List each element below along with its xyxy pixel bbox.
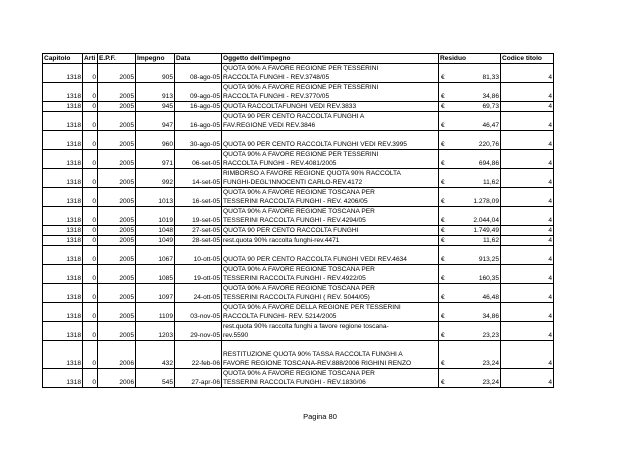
cell-codice-titolo: 4 xyxy=(501,169,554,188)
cell-residuo xyxy=(439,112,501,131)
oggetto-line: QUOTA 90% A FAVORE REGIONE PER TESSERINI xyxy=(223,65,379,72)
impegni-table xyxy=(42,53,554,388)
oggetto-line: QUOTA 90 PER CENTO RACCOLTA FUNGHI xyxy=(223,227,359,234)
cell-codice-titolo: 4 xyxy=(501,246,554,265)
cell-epf: 2005 xyxy=(98,83,136,102)
table-row xyxy=(43,236,554,246)
oggetto-line: QUOTA 90% A FAVORE REGIONE TOSCANA PER xyxy=(223,189,375,196)
cell-codice-titolo: 4 xyxy=(501,303,554,322)
cell-oggetto xyxy=(222,341,439,369)
currency-symbol: € xyxy=(441,74,445,81)
oggetto-line: QUOTA 90% A FAVORE DELLA REGIONE PER TESSERINI xyxy=(223,304,401,311)
cell-epf: 2005 xyxy=(98,64,136,83)
cell-impegno: 1048 xyxy=(136,226,175,236)
cell-codice-titolo: 4 xyxy=(501,150,554,169)
header-codice-titolo: Codice titolo xyxy=(501,54,554,64)
cell-impegno: 947 xyxy=(136,112,175,131)
table-row xyxy=(43,246,554,265)
header-capitolo: Capitolo xyxy=(43,54,83,64)
residuo-value: 23,23 xyxy=(482,332,499,339)
cell-capitolo: 1318 xyxy=(43,131,83,150)
cell-data: 30-ago-05 xyxy=(175,131,222,150)
oggetto-line: QUOTA 90 PER CENTO RACCOLTA FUNGHI VEDI REV.4634 xyxy=(223,256,407,263)
cell-impegno: 960 xyxy=(136,131,175,150)
residuo-value: 46,48 xyxy=(482,294,499,301)
cell-epf: 2005 xyxy=(98,226,136,236)
oggetto-line: rest.quota 90% raccolta funghi-rev.4471 xyxy=(223,237,340,244)
oggetto-line: TESSERINI RACCOLTA FUNGHI ( REV. 5044/05) xyxy=(223,294,370,301)
cell-codice-titolo: 4 xyxy=(501,102,554,112)
currency-symbol: € xyxy=(441,360,445,367)
residuo-value: 913,25 xyxy=(478,256,499,263)
oggetto-line: RESTITUZIONE QUOTA 90% TASSA RACCOLTA FUNGHI A xyxy=(223,351,403,358)
cell-epf: 2005 xyxy=(98,112,136,131)
cell-articolo: 0 xyxy=(83,64,98,83)
currency-symbol: € xyxy=(441,122,445,129)
table-row xyxy=(43,322,554,341)
cell-residuo xyxy=(439,265,501,284)
header-epf: E.P.F. xyxy=(98,54,136,64)
cell-articolo: 0 xyxy=(83,207,98,226)
cell-data: 27-apr-06 xyxy=(175,369,222,388)
cell-residuo xyxy=(439,207,501,226)
oggetto-line: QUOTA 90% A FAVORE REGIONE PER TESSERINI xyxy=(223,84,379,91)
table-row xyxy=(43,64,554,83)
cell-articolo: 0 xyxy=(83,150,98,169)
cell-capitolo: 1318 xyxy=(43,265,83,284)
cell-capitolo: 1318 xyxy=(43,284,83,303)
cell-data: 09-ago-05 xyxy=(175,83,222,102)
cell-residuo xyxy=(439,102,501,112)
cell-epf: 2005 xyxy=(98,236,136,246)
cell-epf: 2005 xyxy=(98,303,136,322)
residuo-value: 2.044,04 xyxy=(473,217,499,224)
cell-capitolo: 1318 xyxy=(43,322,83,341)
cell-articolo: 0 xyxy=(83,265,98,284)
cell-capitolo: 1318 xyxy=(43,102,83,112)
oggetto-line: TESSERINI RACCOLTA FUNGHI - REV.4294/05 xyxy=(223,217,366,224)
cell-impegno: 1049 xyxy=(136,236,175,246)
table-row xyxy=(43,188,554,207)
residuo-value: 220,76 xyxy=(478,141,499,148)
cell-oggetto xyxy=(222,265,439,284)
residuo-value: 34,86 xyxy=(482,313,499,320)
oggetto-line: RACCOLTA FUNGHI- REV. 5214/2005 xyxy=(223,313,337,320)
cell-capitolo: 1318 xyxy=(43,169,83,188)
cell-data: 06-set-05 xyxy=(175,150,222,169)
residuo-value: 11,62 xyxy=(482,237,499,244)
table-row xyxy=(43,169,554,188)
cell-articolo: 0 xyxy=(83,83,98,102)
oggetto-line: QUOTA 90% A FAVORE REGIONE PER TESSERINI xyxy=(223,151,379,158)
header-residuo: Residuo xyxy=(439,54,501,64)
cell-codice-titolo: 4 xyxy=(501,226,554,236)
cell-residuo xyxy=(439,369,501,388)
cell-impegno: 432 xyxy=(136,341,175,369)
cell-capitolo: 1318 xyxy=(43,303,83,322)
cell-capitolo: 1318 xyxy=(43,369,83,388)
cell-impegno: 1067 xyxy=(136,246,175,265)
residuo-value: 160,35 xyxy=(478,275,499,282)
header-row xyxy=(43,54,554,64)
currency-symbol: € xyxy=(441,227,445,234)
residuo-value: 23,24 xyxy=(482,379,499,386)
table-row xyxy=(43,341,554,369)
cell-oggetto xyxy=(222,83,439,102)
oggetto-line: QUOTA 90% A FAVORE REGIONE TOSCANA PER xyxy=(223,285,375,292)
cell-residuo xyxy=(439,188,501,207)
cell-residuo xyxy=(439,303,501,322)
cell-data: 24-ott-05 xyxy=(175,284,222,303)
currency-symbol: € xyxy=(441,379,445,386)
cell-impegno: 945 xyxy=(136,102,175,112)
currency-symbol: € xyxy=(441,275,445,282)
cell-epf: 2005 xyxy=(98,246,136,265)
residuo-value: 1.749,49 xyxy=(473,227,499,234)
cell-residuo xyxy=(439,322,501,341)
currency-symbol: € xyxy=(441,141,445,148)
cell-impegno: 1013 xyxy=(136,188,175,207)
residuo-value: 34,86 xyxy=(482,93,499,100)
cell-impegno: 1097 xyxy=(136,284,175,303)
cell-oggetto xyxy=(222,226,439,236)
cell-oggetto xyxy=(222,131,439,150)
currency-symbol: € xyxy=(441,93,445,100)
cell-oggetto xyxy=(222,236,439,246)
cell-epf: 2005 xyxy=(98,169,136,188)
cell-codice-titolo: 4 xyxy=(501,369,554,388)
oggetto-line: TESSERINI RACCOLTA FUNGHI - REV. 4206/05 xyxy=(223,198,368,205)
cell-articolo: 0 xyxy=(83,341,98,369)
cell-codice-titolo: 4 xyxy=(501,112,554,131)
residuo-value: 23,24 xyxy=(482,360,499,367)
cell-impegno: 545 xyxy=(136,369,175,388)
cell-residuo xyxy=(439,150,501,169)
oggetto-line: RACCOLTA FUNGHI - REV.3748/05 xyxy=(223,74,330,81)
oggetto-line xyxy=(223,246,437,255)
cell-epf: 2006 xyxy=(98,369,136,388)
residuo-value: 81,33 xyxy=(482,74,499,81)
cell-oggetto xyxy=(222,303,439,322)
cell-residuo xyxy=(439,83,501,102)
cell-oggetto xyxy=(222,64,439,83)
cell-oggetto xyxy=(222,112,439,131)
cell-oggetto xyxy=(222,188,439,207)
currency-symbol: € xyxy=(441,198,445,205)
cell-impegno: 1203 xyxy=(136,322,175,341)
table-row xyxy=(43,83,554,102)
cell-residuo xyxy=(439,131,501,150)
cell-data: 14-set-05 xyxy=(175,169,222,188)
oggetto-line: FAVORE REGIONE TOSCANA-REV.888/2006 RIGHINI RENZO xyxy=(223,360,412,367)
table-row xyxy=(43,207,554,226)
cell-impegno: 1019 xyxy=(136,207,175,226)
cell-capitolo: 1318 xyxy=(43,64,83,83)
cell-impegno: 905 xyxy=(136,64,175,83)
cell-oggetto xyxy=(222,284,439,303)
cell-residuo xyxy=(439,169,501,188)
table-row xyxy=(43,369,554,388)
cell-data: 27-set-05 xyxy=(175,226,222,236)
cell-epf: 2005 xyxy=(98,265,136,284)
cell-data: 19-ott-05 xyxy=(175,265,222,284)
oggetto-line: QUOTA 90% A FAVORE REGIONE TOSCANA PER xyxy=(223,266,375,273)
cell-impegno: 1109 xyxy=(136,303,175,322)
cell-data: 22-feb-06 xyxy=(175,341,222,369)
cell-data: 29-nov-05 xyxy=(175,322,222,341)
cell-articolo: 0 xyxy=(83,369,98,388)
cell-capitolo: 1318 xyxy=(43,341,83,369)
cell-data: 16-set-05 xyxy=(175,188,222,207)
cell-capitolo: 1318 xyxy=(43,188,83,207)
cell-data: 08-ago-05 xyxy=(175,64,222,83)
cell-epf: 2005 xyxy=(98,150,136,169)
cell-codice-titolo: 4 xyxy=(501,131,554,150)
cell-residuo xyxy=(439,341,501,369)
cell-data: 28-set-05 xyxy=(175,236,222,246)
residuo-value: 69,73 xyxy=(482,103,499,110)
cell-codice-titolo: 4 xyxy=(501,83,554,102)
cell-articolo: 0 xyxy=(83,236,98,246)
cell-codice-titolo: 4 xyxy=(501,64,554,83)
oggetto-line: QUOTA 90% A FAVORE REGIONE TOSCANA PER xyxy=(223,208,375,215)
oggetto-line: TESSERINI RACCOLTA FUNGHI - REV.4922/05 xyxy=(223,275,366,282)
cell-epf: 2005 xyxy=(98,284,136,303)
cell-oggetto xyxy=(222,169,439,188)
currency-symbol: € xyxy=(441,160,445,167)
cell-capitolo: 1318 xyxy=(43,246,83,265)
oggetto-line xyxy=(223,341,437,350)
cell-epf: 2006 xyxy=(98,341,136,369)
residuo-value: 46,47 xyxy=(482,122,499,129)
header-articolo: Arti xyxy=(83,54,98,64)
cell-data: 16-ago-05 xyxy=(175,112,222,131)
oggetto-line: TESSERINI RACCOLTA FUNGHI - REV.1830/06 xyxy=(223,379,366,386)
table-row xyxy=(43,102,554,112)
currency-symbol: € xyxy=(441,179,445,186)
cell-impegno: 1085 xyxy=(136,265,175,284)
cell-capitolo: 1318 xyxy=(43,112,83,131)
oggetto-line: rev.5590 xyxy=(223,332,249,339)
currency-symbol: € xyxy=(441,237,445,244)
cell-impegno: 971 xyxy=(136,150,175,169)
oggetto-line: rest.quota 90% raccolta funghi a favore regione toscana- xyxy=(223,323,389,330)
cell-articolo: 0 xyxy=(83,284,98,303)
table-row xyxy=(43,284,554,303)
oggetto-line: RACCOLTA FUNGHI - REV.3770/05 xyxy=(223,93,330,100)
cell-codice-titolo: 4 xyxy=(501,188,554,207)
table-row xyxy=(43,226,554,236)
currency-symbol: € xyxy=(441,103,445,110)
residuo-value: 11,62 xyxy=(482,179,499,186)
cell-epf: 2005 xyxy=(98,131,136,150)
oggetto-line: QUOTA RACCOLTAFUNGHI VEDI REV.3833 xyxy=(223,103,357,110)
residuo-value: 694,86 xyxy=(478,160,499,167)
cell-epf: 2005 xyxy=(98,188,136,207)
oggetto-line: FUNGHI-DEGL'INNOCENTI CARLO-REV.4172 xyxy=(223,179,363,186)
table-row xyxy=(43,265,554,284)
currency-symbol: € xyxy=(441,313,445,320)
cell-oggetto xyxy=(222,369,439,388)
cell-capitolo: 1318 xyxy=(43,226,83,236)
cell-impegno: 992 xyxy=(136,169,175,188)
cell-capitolo: 1318 xyxy=(43,207,83,226)
cell-data: 03-nov-05 xyxy=(175,303,222,322)
oggetto-line xyxy=(223,131,437,140)
residuo-value: 1.278,09 xyxy=(473,198,499,205)
currency-symbol: € xyxy=(441,332,445,339)
cell-oggetto xyxy=(222,150,439,169)
header-data: Data xyxy=(175,54,222,64)
cell-articolo: 0 xyxy=(83,303,98,322)
cell-epf: 2005 xyxy=(98,102,136,112)
cell-codice-titolo: 4 xyxy=(501,207,554,226)
cell-articolo: 0 xyxy=(83,102,98,112)
header-impegno: Impegno xyxy=(136,54,175,64)
cell-oggetto xyxy=(222,102,439,112)
cell-articolo: 0 xyxy=(83,169,98,188)
cell-articolo: 0 xyxy=(83,246,98,265)
page-number: Pagina 80 xyxy=(303,412,337,421)
oggetto-line: QUOTA 90 PER CENTO RACCOLTA FUNGHI VEDI REV.3995 xyxy=(223,141,407,148)
table-row xyxy=(43,112,554,131)
cell-articolo: 0 xyxy=(83,188,98,207)
cell-codice-titolo: 4 xyxy=(501,236,554,246)
currency-symbol: € xyxy=(441,256,445,263)
table-row xyxy=(43,150,554,169)
cell-capitolo: 1318 xyxy=(43,83,83,102)
cell-capitolo: 1318 xyxy=(43,150,83,169)
oggetto-line: RIMBORSO A FAVORE REGIONE QUOTA 90% RACCOLTA xyxy=(223,170,401,177)
cell-data: 19-set-05 xyxy=(175,207,222,226)
cell-articolo: 0 xyxy=(83,226,98,236)
cell-oggetto xyxy=(222,207,439,226)
cell-codice-titolo: 4 xyxy=(501,284,554,303)
cell-articolo: 0 xyxy=(83,322,98,341)
oggetto-line: QUOTA 90% A FAVORE REGIONE TOSCANA PER xyxy=(223,370,375,377)
cell-residuo xyxy=(439,64,501,83)
cell-oggetto xyxy=(222,322,439,341)
table-row xyxy=(43,131,554,150)
cell-articolo: 0 xyxy=(83,131,98,150)
cell-oggetto xyxy=(222,246,439,265)
cell-codice-titolo: 4 xyxy=(501,341,554,369)
currency-symbol: € xyxy=(441,217,445,224)
cell-articolo: 0 xyxy=(83,112,98,131)
cell-residuo xyxy=(439,226,501,236)
cell-capitolo: 1318 xyxy=(43,236,83,246)
cell-codice-titolo: 4 xyxy=(501,322,554,341)
cell-residuo xyxy=(439,284,501,303)
cell-impegno: 913 xyxy=(136,83,175,102)
cell-codice-titolo: 4 xyxy=(501,265,554,284)
header-oggetto: Oggetto dell'impegno xyxy=(222,54,439,64)
currency-symbol: € xyxy=(441,294,445,301)
oggetto-line: FAV.REGIONE VEDI REV.3846 xyxy=(223,122,316,129)
cell-data: 10-ott-05 xyxy=(175,246,222,265)
cell-epf: 2005 xyxy=(98,207,136,226)
table-row xyxy=(43,303,554,322)
cell-residuo xyxy=(439,236,501,246)
cell-residuo xyxy=(439,246,501,265)
cell-data: 16-ago-05 xyxy=(175,102,222,112)
cell-epf: 2005 xyxy=(98,322,136,341)
oggetto-line: RACCOLTA FUNGHI - REV.4081/2005 xyxy=(223,160,337,167)
oggetto-line: QUOTA 90 PER CENTO RACCOLTA FUNGHI A xyxy=(223,113,365,120)
